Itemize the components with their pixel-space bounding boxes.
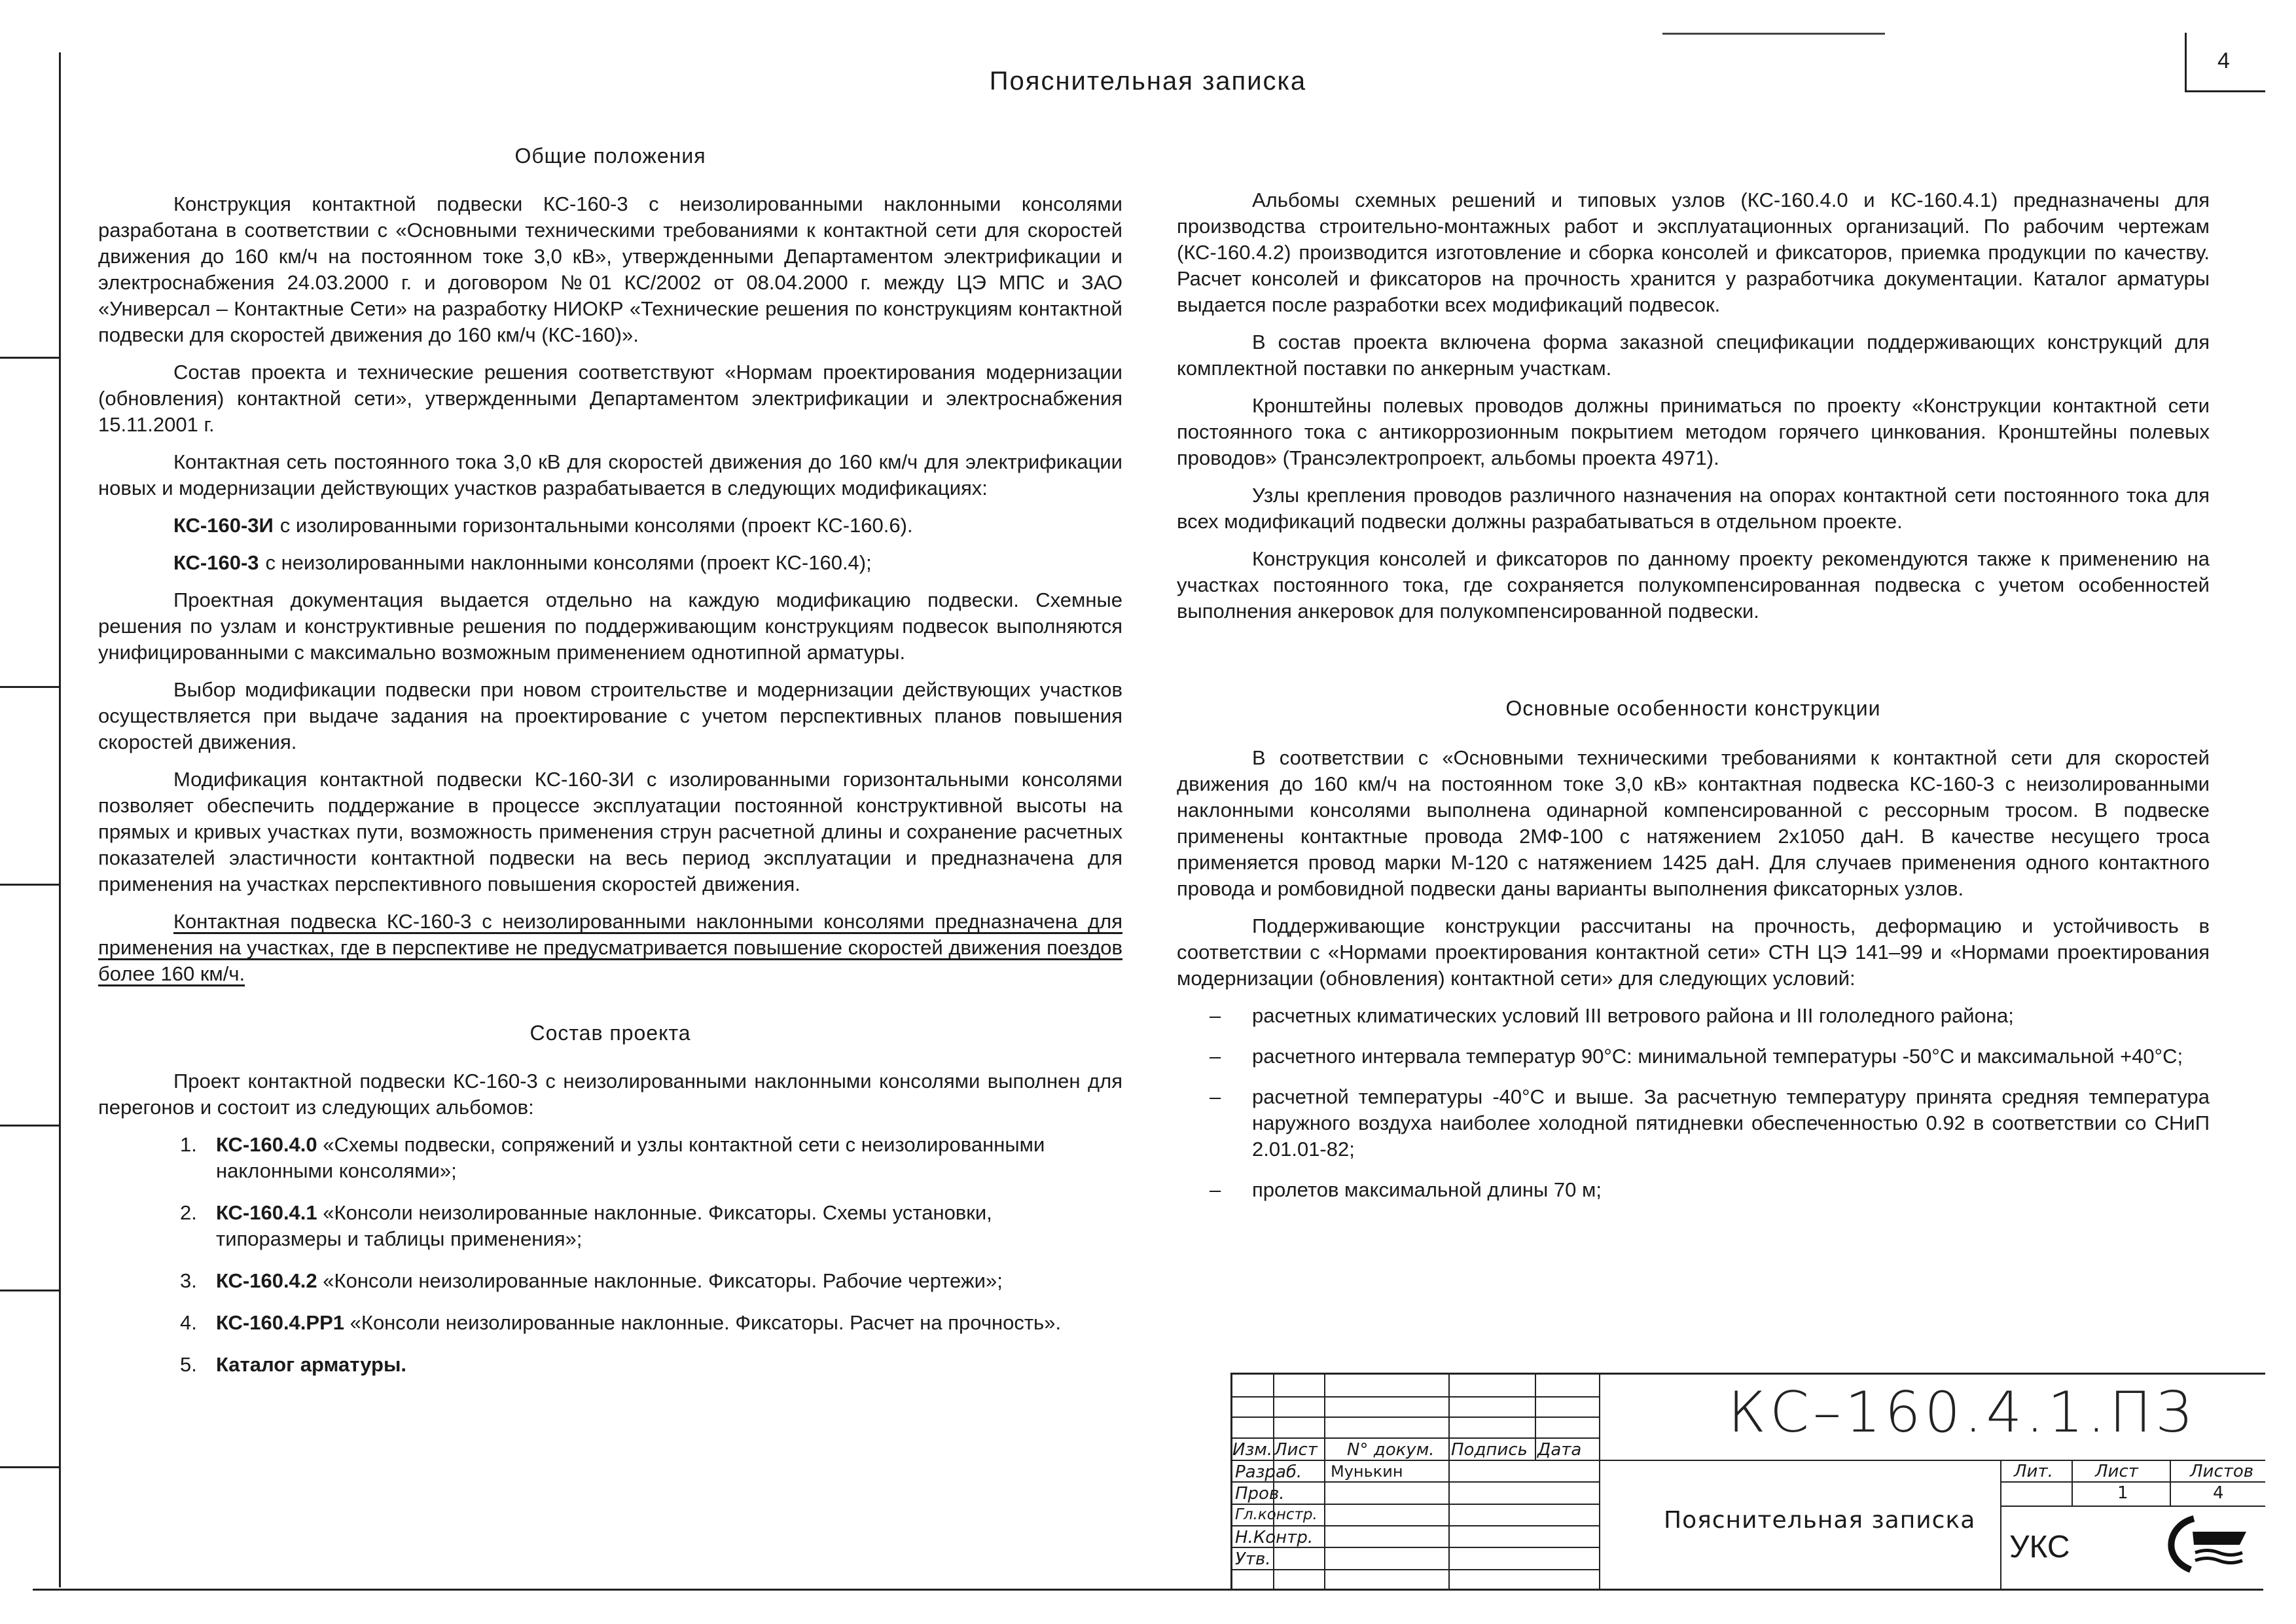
condition-text: расчетных климатических условий III ветрового района и III гололедного района; bbox=[1252, 1004, 2014, 1027]
right-column bbox=[1177, 187, 2210, 1218]
album-list bbox=[98, 1132, 1122, 1378]
grid-line bbox=[1232, 1396, 1599, 1398]
modification-item bbox=[98, 550, 1122, 576]
stamp-col-izm: Изм. bbox=[1232, 1440, 1273, 1460]
album-code: КС-160.4.РР1 bbox=[216, 1311, 345, 1334]
frame-left-border bbox=[59, 52, 61, 1587]
modification-item bbox=[98, 513, 1122, 539]
album-number: 5. bbox=[180, 1353, 197, 1376]
album-title: «Консоли неизолированные наклонные. Фиксаторы. Рабочие чертежи»; bbox=[323, 1269, 1003, 1292]
stamp-sheets-label: Листов bbox=[2190, 1462, 2254, 1481]
album-item bbox=[180, 1352, 1122, 1378]
album-code: КС-160.4.0 bbox=[216, 1133, 317, 1156]
paragraph: Выбор модификации подвески при новом строительстве и модернизации действующих участков осуществляется при выдаче задания на проектирование с учетом перспективных планов повышения скоростей движения. bbox=[98, 678, 1122, 753]
stamp-col-sign: Подпись bbox=[1451, 1440, 1528, 1460]
frame-top-line bbox=[1662, 33, 1885, 35]
condition-item bbox=[1210, 1177, 2210, 1203]
modification-text: с неизолированными наклонными консолями (проект КС-160.4); bbox=[265, 551, 872, 574]
condition-item bbox=[1210, 1043, 2210, 1070]
grid-line bbox=[1232, 1504, 1599, 1505]
document-name: Пояснительная записка bbox=[1664, 1507, 1976, 1534]
album-item bbox=[180, 1268, 1122, 1294]
stamp-razrab-name: Мунькин bbox=[1331, 1462, 1403, 1481]
dash-bullet: – bbox=[1210, 1178, 1221, 1201]
stamp-lit-label: Лит. bbox=[2014, 1462, 2053, 1481]
stamp-row-utv: Утв. bbox=[1235, 1549, 1271, 1569]
underlined-text: Контактная подвеска КС-160-3 с неизолированными наклонными консолями предназначена для применения на участках, где в перспективе не предусматривается повышение скоростей движения поездов более 160 км/ч. bbox=[98, 910, 1122, 985]
paragraph: Альбомы схемных решений и типовых узлов (КС-160.4.0 и КС-160.4.1) предназначены для производства строительно-монтажных работ и эксплуатационных организаций. По рабочим чертежам (КС-160.4.2) производится изготовление и сборка консолей и фиксаторов, приемка продукции по качеству. Расчет консолей и фиксаторов на прочность хранится у разработчика документации. Каталог арматуры выдается после разработки всех модификаций подвесок. bbox=[1177, 189, 2210, 316]
paragraph: Кронштейны полевых проводов должны приниматься по проекту «Конструкции контактной сети постоянного тока с антикоррозионным покрытием методом горячего цинкования. Кронштейны полевых проводов» (Трансэлектропроект, альбомы проекта 4971). bbox=[1177, 394, 2210, 469]
underlined-paragraph bbox=[98, 909, 1122, 987]
grid-line bbox=[1599, 1375, 1600, 1591]
album-item bbox=[180, 1310, 1122, 1336]
sheet-number: 4 bbox=[2217, 48, 2230, 73]
album-code: КС-160.4.1 bbox=[216, 1201, 317, 1224]
stamp-row-razrab: Разраб. bbox=[1235, 1462, 1302, 1482]
paragraph: В состав проекта включена форма заказной спецификации поддерживающих конструкций для комплектной поставки по анкерным участкам. bbox=[1177, 331, 2210, 380]
grid-line bbox=[1232, 1460, 2265, 1461]
modification-code: КС-160-3И bbox=[173, 514, 274, 537]
album-item bbox=[180, 1200, 1122, 1252]
stamp-sheet-value: 1 bbox=[2117, 1483, 2128, 1503]
stamp-sheet-label: Лист bbox=[2095, 1462, 2138, 1481]
binding-tick bbox=[0, 1466, 59, 1468]
organization-name: УКС bbox=[2009, 1530, 2070, 1564]
album-code: КС-160.4.2 bbox=[216, 1269, 317, 1292]
condition-text: пролетов максимальной длины 70 м; bbox=[1252, 1178, 1602, 1201]
grid-line bbox=[2000, 1481, 2265, 1483]
binding-tick bbox=[0, 1125, 59, 1127]
grid-line bbox=[1324, 1375, 1325, 1591]
binding-tick bbox=[0, 1290, 59, 1291]
stamp-sheets-value: 4 bbox=[2213, 1483, 2224, 1503]
stamp-row-glkonstr: Гл.констр. bbox=[1235, 1506, 1318, 1523]
page-title: Пояснительная записка bbox=[989, 67, 1307, 96]
condition-text: расчетного интервала температур 90°С: минимальной температуры -50°С и максимальной +40°С; bbox=[1252, 1045, 2183, 1068]
paragraph: Проект контактной подвески КС-160-3 с неизолированными наклонными консолями выполнен для перегонов и состоит из следующих альбомов: bbox=[98, 1070, 1122, 1119]
album-number: 3. bbox=[180, 1269, 197, 1292]
album-title: «Схемы подвески, сопряжений и узлы контактной сети с неизолированными наклонными консолями»; bbox=[216, 1133, 1045, 1182]
company-logo-icon bbox=[2155, 1512, 2253, 1578]
grid-line bbox=[2170, 1460, 2171, 1506]
modification-code: КС-160-3 bbox=[173, 551, 259, 574]
stamp-col-list: Лист bbox=[1274, 1440, 1318, 1460]
grid-line bbox=[2072, 1460, 2073, 1506]
album-number: 4. bbox=[180, 1311, 197, 1334]
binding-tick bbox=[0, 686, 59, 688]
heading-composition: Состав проекта bbox=[529, 1021, 691, 1045]
grid-line bbox=[2000, 1506, 2265, 1507]
album-title: «Консоли неизолированные наклонные. Фиксаторы. Расчет на прочность». bbox=[350, 1311, 1062, 1334]
paragraph: Состав проекта и технические решения соответствуют «Нормам проектирования модернизации (обновления) контактной сети», утвержденными Департаментом электрификации и электроснабжения 15.11.2001 г. bbox=[98, 361, 1122, 436]
album-number: 1. bbox=[180, 1133, 197, 1156]
grid-line bbox=[1232, 1569, 1599, 1570]
stamp-col-date: Дата bbox=[1537, 1440, 1582, 1460]
album-item bbox=[180, 1132, 1122, 1184]
grid-line bbox=[2000, 1460, 2001, 1591]
condition-item bbox=[1210, 1003, 2210, 1029]
album-number: 2. bbox=[180, 1201, 197, 1224]
paragraph: Поддерживающие конструкции рассчитаны на прочность, деформацию и устойчивость в соответствии с «Нормами проектирования контактной сети» СТН ЦЭ 141–99 и «Нормами проектирования модернизации (обновления) контактной сети» для следующих условий: bbox=[1177, 914, 2210, 990]
condition-text: расчетной температуры -40°С и выше. За расчетную температуру принята средняя температура наружного воздуха наиболее холодной пятидневки обеспеченностью 0.92 в соответствии со СНиП 2.01.01-82; bbox=[1252, 1085, 2210, 1161]
document-code: КС–160.4.1.ПЗ bbox=[1728, 1380, 2195, 1445]
condition-item bbox=[1210, 1084, 2210, 1163]
stamp-col-ndoc: N° докум. bbox=[1347, 1440, 1435, 1460]
binding-tick bbox=[0, 357, 59, 359]
paragraph: Конструкция контактной подвески КС-160-3 с неизолированными наклонными консолями разработана в соответствии с «Основными техническими требованиями к контактной сети для скоростей движения до 160 км/ч на постоянном токе 3,0 кВ», утвержденными Департаментом электрификации и электроснабжения 24.03.2000 г. и договором №01 КС/2002 от 08.04.2000 г. между ЦЭ МПС и ЗАО «Универсал – Контактные Сети» на разработку НИОКР «Технические решения по конструкциям контактной подвески для скоростей движения до 160 км/ч (КС-160)». bbox=[98, 192, 1122, 346]
grid-line bbox=[1273, 1375, 1274, 1591]
dash-bullet: – bbox=[1210, 1004, 1221, 1027]
paragraph: Контактная сеть постоянного тока 3,0 кВ для скоростей движения до 160 км/ч для электрификации новых и модернизации действующих участков разрабатывается в следующих модификациях: bbox=[98, 450, 1122, 499]
conditions-list bbox=[1177, 1003, 2210, 1203]
album-title: «Консоли неизолированные наклонные. Фиксаторы. Схемы установки, типоразмеры и таблицы применения»; bbox=[216, 1201, 992, 1250]
album-code: Каталог арматуры. bbox=[216, 1353, 407, 1376]
grid-line bbox=[1232, 1416, 1599, 1418]
stamp-row-prov: Пров. bbox=[1235, 1484, 1285, 1504]
stamp-row-nkontr: Н.Контр. bbox=[1235, 1528, 1314, 1547]
paragraph: Узлы крепления проводов различного назначения на опорах контактной сети постоянного тока для всех модификаций подвески должны разрабатываться в отдельном проекте. bbox=[1177, 484, 2210, 533]
dash-bullet: – bbox=[1210, 1045, 1221, 1068]
heading-features: Основные особенности конструкции bbox=[1505, 696, 1881, 720]
grid-line bbox=[1232, 1437, 1599, 1439]
modification-text: с изолированными горизонтальными консолями (проект КС-160.6). bbox=[279, 514, 913, 537]
heading-general: Общие положения bbox=[514, 144, 706, 168]
binding-tick bbox=[0, 884, 59, 886]
dash-bullet: – bbox=[1210, 1085, 1221, 1108]
paragraph: Модификация контактной подвески КС-160-3И с изолированными горизонтальными консолями позволяет обеспечить поддержание в процессе эксплуатации постоянной конструктивной высоты на прямых и кривых участках пути, возможность применения струн расчетной длины и сохранение расчетных показателей эластичности контактной подвески на весь период эксплуатации и предназначена для применения на участках перспективного повышения скоростей движения. bbox=[98, 768, 1122, 895]
paragraph: Проектная документация выдается отдельно на каждую модификацию подвески. Схемные решения по узлам и конструктивные решения по поддерживающим конструкциям подвесок выполняются унифицированными с максимально возможным применением однотипной арматуры. bbox=[98, 588, 1122, 664]
grid-line bbox=[1448, 1375, 1450, 1591]
grid-line bbox=[1232, 1525, 1599, 1526]
paragraph: В соответствии с «Основными техническими требованиями к контактной сети для скоростей движения до 160 км/ч на постоянном токе 3,0 кВ» контактная подвеска КС-160-3 с неизолированными наклонными консолями выполнена одинарной компенсированной с рессорным тросом. В подвеске применены контактные провода 2МФ-100 с натяжением 2х1050 даН. В качестве несущего троса применяется провод марки М-120 с натяжением 1425 даН. Для случаев применения одного контактного провода и ромбовидной подвески даны варианты выполнения фиксаторных узлов. bbox=[1177, 746, 2210, 900]
left-column bbox=[98, 143, 1122, 1394]
paragraph: Конструкция консолей и фиксаторов по данному проекту рекомендуются также к применению на участках постоянного тока, где сохраняется полукомпенсированная подвеска с учетом особенностей выполнения анкеровок для полукомпенсированной подвески. bbox=[1177, 547, 2210, 623]
